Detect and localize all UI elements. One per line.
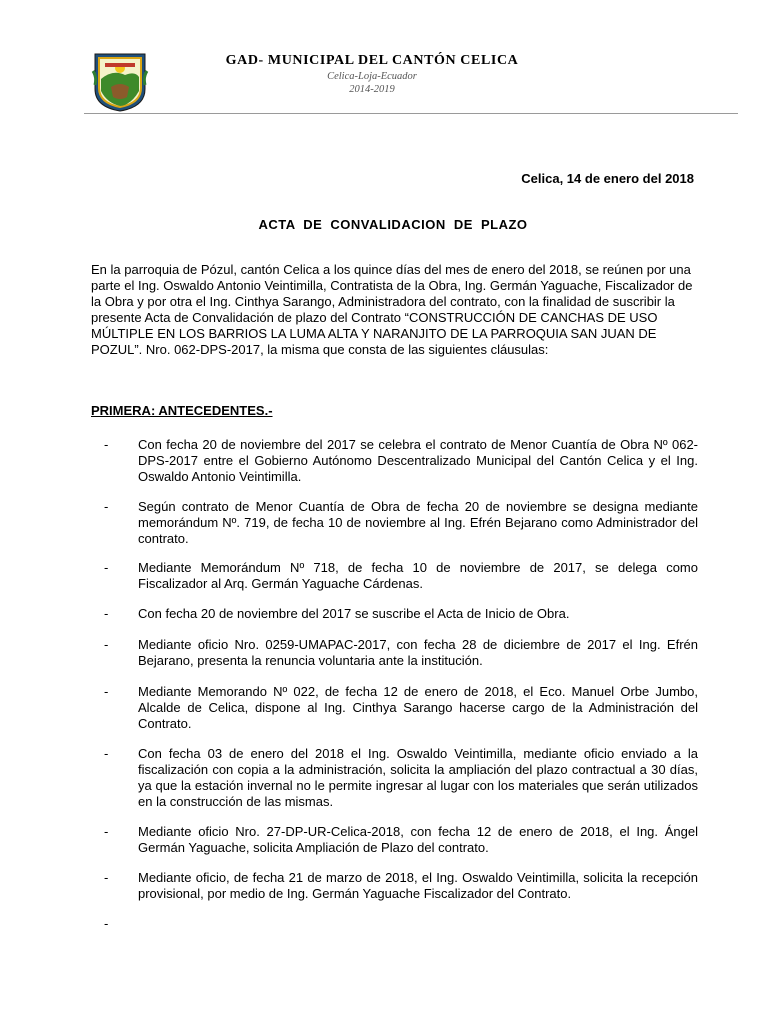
list-item-text: Mediante oficio Nro. 0259-UMAPAC-2017, con fecha 28 de diciembre de 2017 el Ing. Efrén Bejarano, presenta la renuncia voluntaria ante la institución.: [138, 637, 698, 668]
bullet-marker: -: [104, 437, 109, 452]
bullet-marker: -: [104, 684, 109, 699]
organization-name: GAD- MUNICIPAL DEL CANTÓN CELICA: [225, 53, 519, 68]
list-item-text: Mediante Memorándum Nº 718, de fecha 10 de noviembre de 2017, se delega como Fiscalizador al Arq. Germán Yaguache Cárdenas.: [138, 560, 698, 591]
bullet-marker: -: [104, 824, 109, 839]
organization-location: Celica-Loja-Ecuador: [327, 71, 417, 82]
bullet-marker: -: [104, 499, 109, 514]
list-item-text: Según contrato de Menor Cuantía de Obra de fecha 20 de noviembre se designa mediante memorándum Nº. 719, de fecha 10 de noviembre al Ing. Efrén Bejarano como Administrador del contrato.: [138, 499, 698, 546]
bullet-marker: -: [104, 746, 109, 761]
bullet-marker: -: [104, 560, 109, 575]
list-item-text: Mediante Memorando Nº 022, de fecha 12 de enero de 2018, el Eco. Manuel Orbe Jumbo, Alcalde de Celica, dispone al Ing. Cinthya Sarango hacerse cargo de la Administración del Contrato.: [138, 684, 698, 731]
document-title: ACTA DE CONVALIDACION DE PLAZO: [258, 217, 528, 232]
bullet-marker: -: [104, 916, 109, 931]
letterhead: [0, 0, 768, 120]
municipal-coat-of-arms-icon: [91, 51, 149, 113]
list-item-text: Con fecha 20 de noviembre del 2017 se celebra el contrato de Menor Cuantía de Obra Nº 062-DPS-2017 entre el Gobierno Autónomo Descentralizado Municipal del Cantón Celica y el Ing. Oswaldo Antonio Veintimilla.: [138, 437, 698, 484]
intro-paragraph: En la parroquia de Pózul, cantón Celica a los quince días del mes de enero del 2018, se reúnen por una parte el Ing. Oswaldo Antonio Veintimilla, Contratista de la Obra, Ing. Germán Yaguache, Fiscalizador de la Obra y por otra el Ing. Cinthya Sarango, Administradora del contrato, con la finalidad de suscribir la presente Acta de Convalidación de plazo del Contrato “CONSTRUCCIÓN DE CANCHAS DE USO MÚLTIPLE EN LOS BARRIOS LA LUMA ALTA Y NARANJITO DE LA PARROQUIA SAN JUAN DE POZUL”. Nro. 062-DPS-2017, la misma que consta de las siguientes cláusulas:: [91, 262, 693, 357]
header-divider: [84, 113, 738, 114]
bullet-marker: -: [104, 637, 109, 652]
section-heading: PRIMERA: ANTECEDENTES.-: [91, 403, 273, 418]
document-date: Celica, 14 de enero del 2018: [521, 171, 694, 186]
list-item-text: Con fecha 03 de enero del 2018 el Ing. Oswaldo Veintimilla, mediante oficio enviado a la fiscalización con copia a la administración, solicita la ampliación del plazo contractual a 30 días, ya que la estación invernal no le permite ingresar al lugar con los materiales que serán utilizados en la construcción de las mismas.: [138, 746, 698, 809]
administration-period: 2014-2019: [349, 84, 395, 95]
list-item-text: Mediante oficio Nro. 27-DP-UR-Celica-2018, con fecha 12 de enero de 2018, el Ing. Ángel Germán Yaguache, solicita Ampliación de Plazo del contrato.: [138, 824, 698, 855]
bullet-marker: -: [104, 606, 109, 621]
list-item-text: Mediante oficio, de fecha 21 de marzo de 2018, el Ing. Oswaldo Veintimilla, solicita la recepción provisional, por medio de Ing. Germán Yaguache Fiscalizador del Contrato.: [138, 870, 698, 901]
bullet-marker: -: [104, 870, 109, 885]
list-item-text: Con fecha 20 de noviembre del 2017 se suscribe el Acta de Inicio de Obra.: [138, 606, 570, 621]
